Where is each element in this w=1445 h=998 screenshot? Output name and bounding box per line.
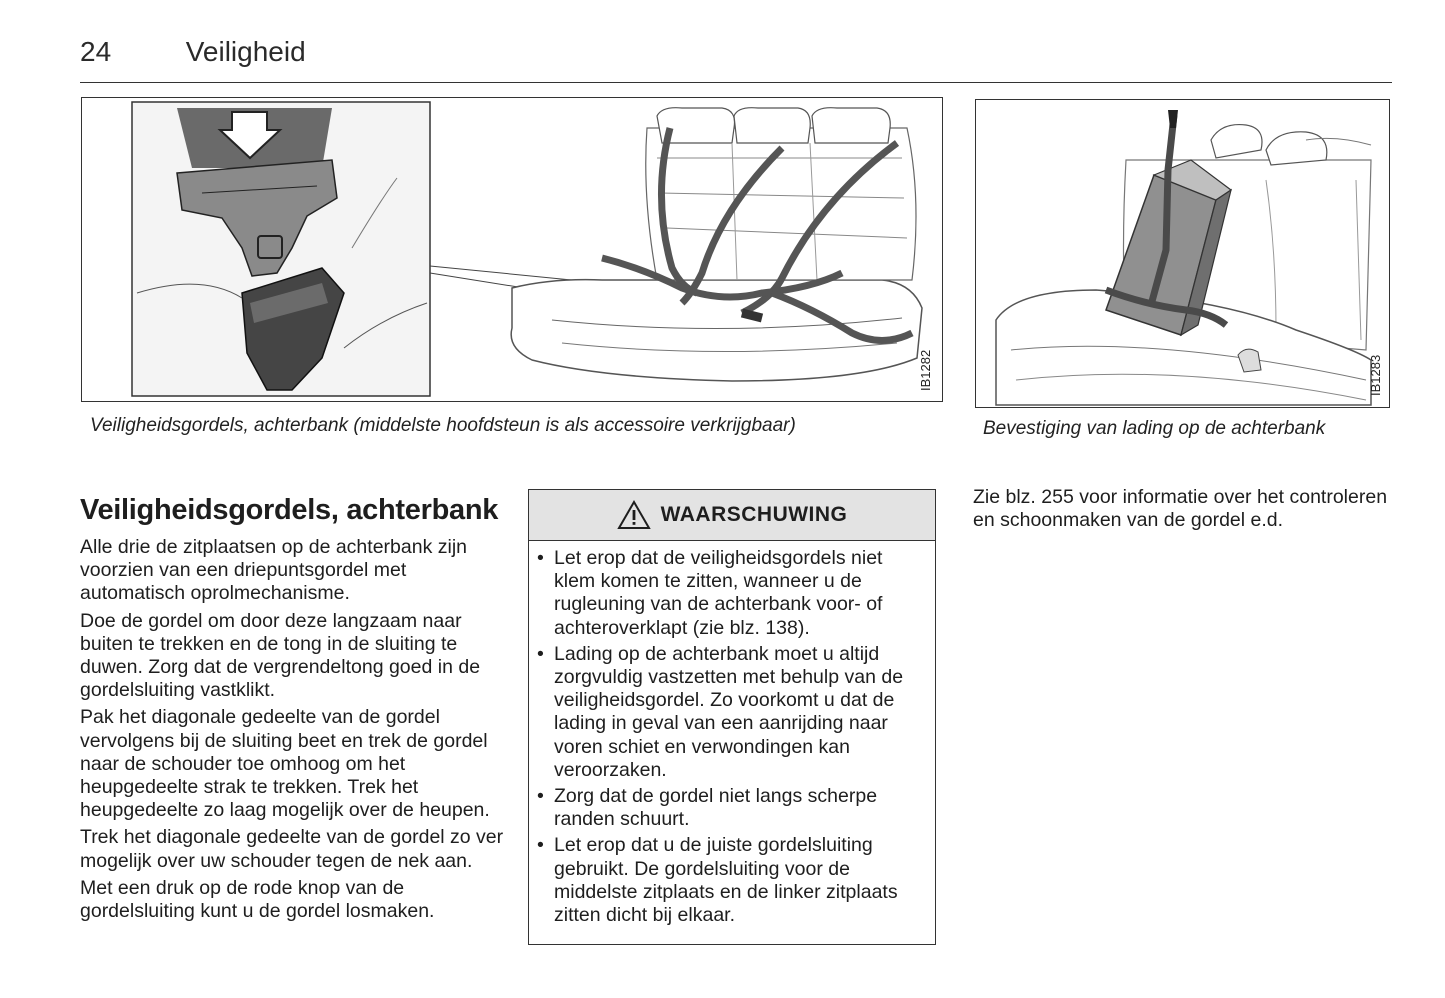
- figure-rear-seat-belts: [81, 97, 943, 402]
- section-heading: Veiligheid: [185, 36, 306, 67]
- cargo-fastening-illustration: [976, 100, 1389, 407]
- figure-code: IB1282: [918, 349, 933, 391]
- side-note: Zie blz. 255 voor informatie over het controleren en schoonmaken van de gordel e.d.: [973, 486, 1388, 532]
- warning-item: • Let erop dat de veiligheidsgordels niet klem komen te zitten, wanneer u de rugleuning van de achterbank voor- of achteroverklapt (zie blz. 138).: [537, 547, 923, 640]
- paragraph: Trek het diagonale gedeelte van de gordel zo ver mogelijk over uw schouder tegen de nek aan.: [80, 826, 504, 872]
- figure-cargo-fastening: [975, 99, 1390, 408]
- page-header: [80, 36, 306, 68]
- paragraph: Doe de gordel om door deze langzaam naar buiten te trekken en de tong in de sluiting te duwen. Zorg dat de vergrendeltong goed in de gordelsluiting vastklikt.: [80, 609, 481, 702]
- body-text: [80, 536, 510, 927]
- figure-caption: Veiligheidsgordels, achterbank (middelste hoofdsteun is als accessoire verkrijgbaar): [90, 415, 796, 436]
- warning-item: • Let erop dat u de juiste gordelsluiting gebruikt. De gordelsluiting voor de middelste zitplaats en de linker zitplaats zitten dicht bij elkaar.: [537, 834, 923, 927]
- paragraph: Alle drie de zitplaatsen op de achterbank zijn voorzien van een driepuntsgordel met automatisch oprolmechanisme.: [80, 536, 467, 605]
- header-rule: [80, 82, 1392, 83]
- seat-belts-illustration: [82, 98, 942, 401]
- warning-header: [529, 490, 935, 541]
- section-title: Veiligheidsgordels, achterbank: [80, 494, 499, 526]
- warning-list: [529, 541, 935, 927]
- page-number: 24: [80, 36, 112, 67]
- warning-triangle-icon: [617, 500, 651, 530]
- warning-item: • Zorg dat de gordel niet langs scherpe randen schuurt.: [537, 785, 923, 831]
- paragraph: Pak het diagonale gedeelte van de gordel vervolgens bij de sluiting beet en trek de gordel naar de schouder toe omhoog om het heupgedeelte strak te trekken. Trek het heupgedeelte zo laag mogelijk over de heupen.: [80, 706, 490, 822]
- figure-code: IB1283: [1368, 354, 1383, 396]
- warning-title: WAARSCHUWING: [660, 503, 848, 526]
- warning-box: [528, 489, 936, 945]
- warning-item: • Lading op de achterbank moet u altijd zorgvuldig vastzetten met behulp van de veiligheidsgordel. Zo voorkomt u dat de lading in geval van een aanrijding naar voren schiet en verwondingen kan veroorzaken.: [537, 643, 923, 782]
- figure-caption: Bevestiging van lading op de achterbank: [983, 418, 1326, 439]
- paragraph: Met een druk op de rode knop van de gordelsluiting kunt u de gordel losmaken.: [80, 876, 435, 923]
